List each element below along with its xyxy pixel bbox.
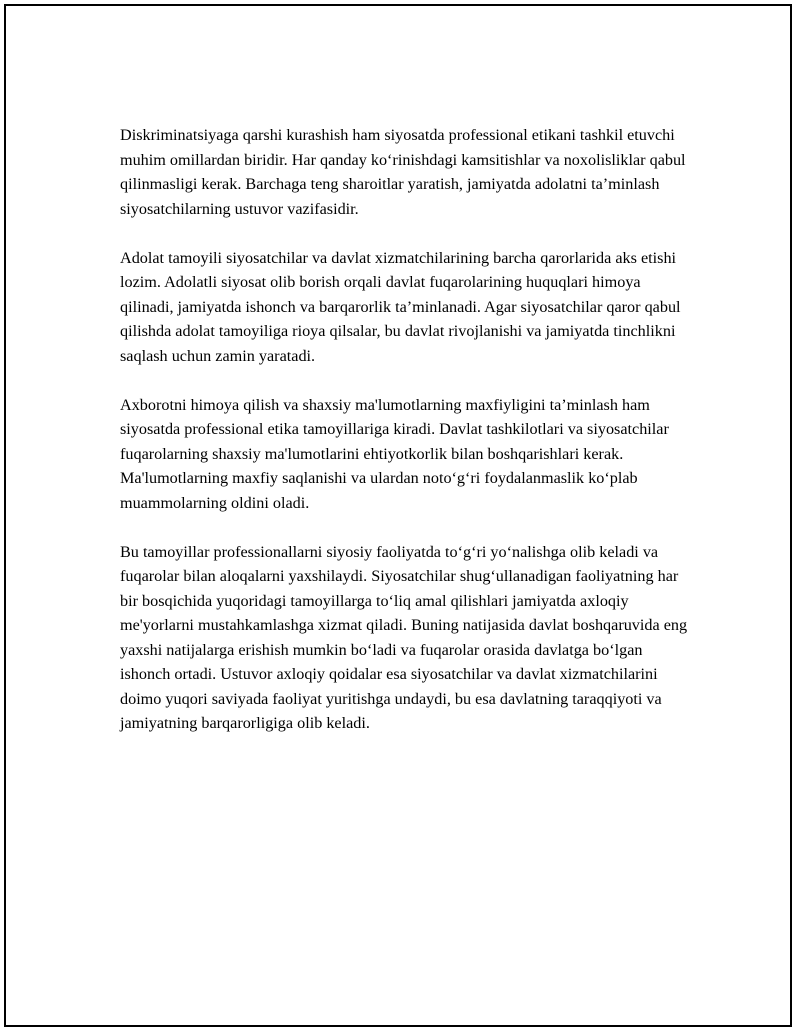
paragraph-3: Axborotni himoya qilish va shaxsiy ma'lumotlarning maxfiyligini ta’minlash ham siyosatda professional etika tamoyillariga kiradi. Davlat tashkilotlari va siyosatchilar fuqarolarning shaxsiy ma'lumotlarini ehtiyotkorlik bilan boshqarishlari kerak. Ma'lumotlarning maxfiy saqlanishi va ulardan noto‘g‘ri foydalanmaslik ko‘plab muammolarning oldini oladi. [120,395,669,512]
page-frame [4,4,792,1027]
paragraph-4: Bu tamoyillar professionallarni siyosiy faoliyatda to‘g‘ri yo‘nalishga olib keladi va fuqarolar bilan aloqalarni yaxshilaydi. Siyosatchilar shug‘ullanadigan faoliyatning har bir bosqichida yuqoridagi tamoyillarga to‘liq amal qilishlari jamiyatda axloqiy me'yorlarni mustahkamlashga xizmat qiladi. Buning natijasida davlat boshqaruvida eng yaxshi natijalarga erishish mumkin bo‘ladi va fuqarolar orasida davlatga bo‘lgan ishonch ortadi. Ustuvor axloqiy qoidalar esa siyosatchilar va davlat xizmatchilarini doimo yuqori saviyada faoliyat yuritishga undaydi, bu esa davlatning taraqqiyoti va jamiyatning barqarorligiga olib keladi. [120,542,688,732]
paragraph-2: Adolat tamoyili siyosatchilar va davlat xizmatchilarining barcha qarorlarida aks etishi lozim. Adolatli siyosat olib borish orqali davlat fuqarolarining huquqlari himoya qilinadi, jamiyatda ishonch va barqarorlik ta’minlanadi. Agar siyosatchilar qaror qabul qilishda adolat tamoyiliga rioya qilsalar, bu davlat rivojlanishi va jamiyatda tinchlikni saqlash uchun zamin yaratadi. [120,248,681,365]
document-body [120,123,695,760]
paragraph-1: Diskriminatsiyaga qarshi kurashish ham siyosatda professional etikani tashkil etuvchi muhim omillardan biridir. Har qanday ko‘rinishdagi kamsitishlar va noxolisliklar qabul qilinmasligi kerak. Barchaga teng sharoitlar yaratish, jamiyatda adolatni ta’minlash siyosatchilarning ustuvor vazifasidir. [120,126,686,218]
